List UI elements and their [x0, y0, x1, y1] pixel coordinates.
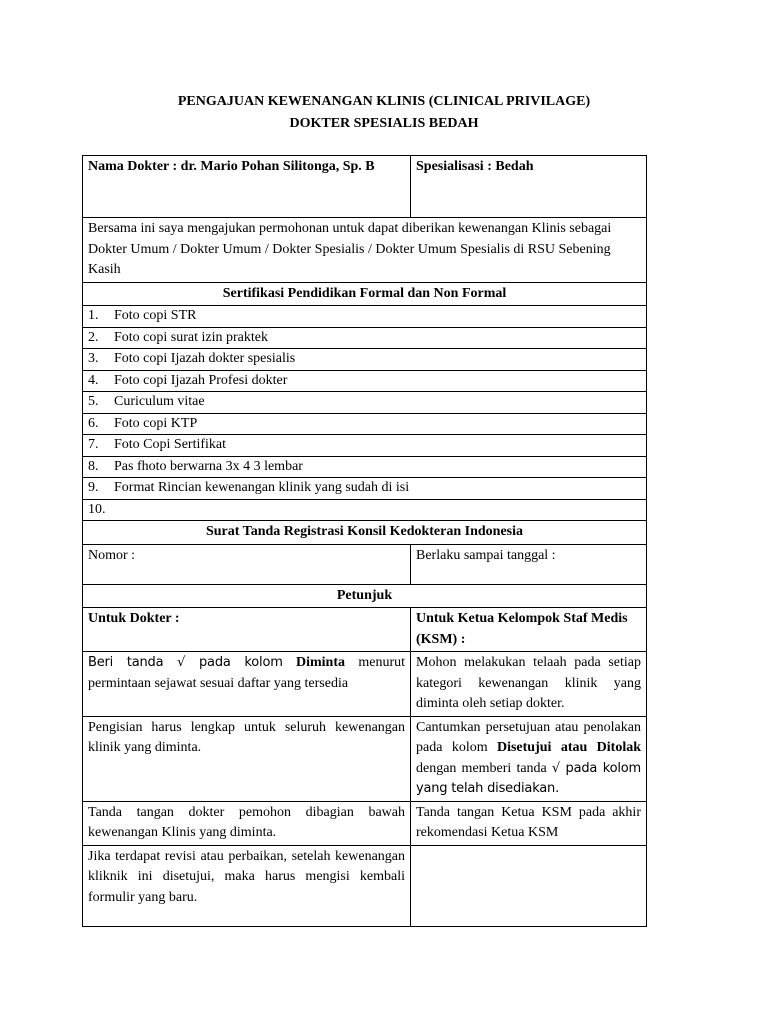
petunjuk-header: Petunjuk [83, 584, 647, 608]
specialization-cell: Spesialisasi : Bedah [411, 156, 647, 218]
nomor-field: Nomor : [83, 544, 411, 584]
petunjuk-row [83, 845, 647, 926]
instruction-ketua-3: Tanda tangan Ketua KSM pada akhir rekomendasi Ketua KSM [411, 801, 647, 845]
list-number: 10. [88, 501, 106, 517]
list-item [83, 327, 647, 349]
instruction-ketua-2: Cantumkan persetujuan atau penolakan pada kolom Disetujui atau Ditolak dengan memberi tanda √ pada kolom yang telah disediakan. [411, 716, 647, 801]
str-row [83, 544, 647, 584]
untuk-ketua-header: Untuk Ketua Kelompok Staf Medis (KSM) : [411, 608, 647, 652]
list-number: 5. [88, 394, 99, 409]
list-number: 9. [88, 480, 99, 495]
list-text: Foto copi STR [114, 308, 197, 323]
list-number: 6. [88, 415, 99, 431]
petunjuk-row [83, 652, 647, 717]
doctor-name-cell: Nama Dokter : dr. Mario Pohan Silitonga, Sp. B [83, 156, 411, 218]
petunjuk-header-row [83, 584, 647, 608]
list-item [83, 306, 647, 328]
privilege-form-table [82, 155, 647, 927]
list-item [83, 478, 647, 500]
instruction-dokter-2: Pengisian harus lengkap untuk seluruh kewenangan klinik yang diminta. [83, 716, 411, 801]
instruction-ketua-4-empty [411, 845, 647, 926]
list-number: 7. [88, 437, 99, 452]
intro-text: Bersama ini saya mengajukan permohonan untuk dapat diberikan kewenangan Klinis sebagai Dokter Umum / Dokter Umum / Dokter Spesialis / Dokter Umum Spesialis di RSU Sebening Kasih [83, 218, 647, 283]
sertifikasi-header-row [83, 282, 647, 306]
instruction-dokter-4: Jika terdapat revisi atau perbaikan, setelah kewenangan kliknik ini disetujui, maka harus mengisi kembali formulir yang baru. [83, 845, 411, 926]
list-text: Format Rincian kewenangan klinik yang sudah di isi [114, 480, 410, 495]
berlaku-field: Berlaku sampai tanggal : [411, 544, 647, 584]
str-header: Surat Tanda Registrasi Konsil Kedokteran Indonesia [83, 521, 647, 545]
list-text: Foto copi Ijazah dokter spesialis [114, 351, 296, 366]
sertifikasi-header: Sertifikasi Pendidikan Formal dan Non Formal [83, 282, 647, 306]
list-text: Foto Copi Sertifikat [114, 437, 226, 452]
identity-row [83, 156, 647, 218]
list-number: 3. [88, 351, 99, 366]
instruction-dokter-3: Tanda tangan dokter pemohon dibagian bawah kewenangan Klinis yang diminta. [83, 801, 411, 845]
str-header-row [83, 521, 647, 545]
petunjuk-row [83, 801, 647, 845]
petunjuk-columns-row [83, 608, 647, 652]
form-subtitle: DOKTER SPESIALIS BEDAH [289, 116, 479, 131]
list-item [83, 392, 647, 414]
list-number: 4. [88, 372, 99, 388]
list-number: 1. [88, 308, 99, 323]
list-text: Foto copi Ijazah Profesi dokter [114, 372, 288, 388]
list-item [83, 499, 647, 521]
instruction-ketua-1: Mohon melakukan telaah pada setiap kategori kewenangan klinik yang diminta oleh setiap dokter. [411, 652, 647, 717]
list-text: Foto copi KTP [114, 415, 198, 431]
list-item [83, 413, 647, 435]
instruction-dokter-1: Beri tanda √ pada kolom Diminta menurut permintaan sejawat sesuai daftar yang tersedia [83, 652, 411, 717]
list-text: Foto copi surat izin praktek [114, 329, 268, 345]
list-number: 2. [88, 329, 99, 345]
petunjuk-row [83, 716, 647, 801]
list-text: Curiculum vitae [114, 394, 205, 409]
intro-row [83, 218, 647, 283]
list-number: 8. [88, 458, 99, 474]
list-item [83, 349, 647, 371]
list-item [83, 435, 647, 457]
list-item [83, 456, 647, 478]
list-item [83, 370, 647, 392]
form-title: PENGAJUAN KEWENANGAN KLINIS (CLINICAL PRIVILAGE) [177, 94, 591, 109]
untuk-dokter-header: Untuk Dokter : [83, 608, 411, 652]
list-text: Pas fhoto berwarna 3x 4 3 lembar [114, 458, 303, 474]
